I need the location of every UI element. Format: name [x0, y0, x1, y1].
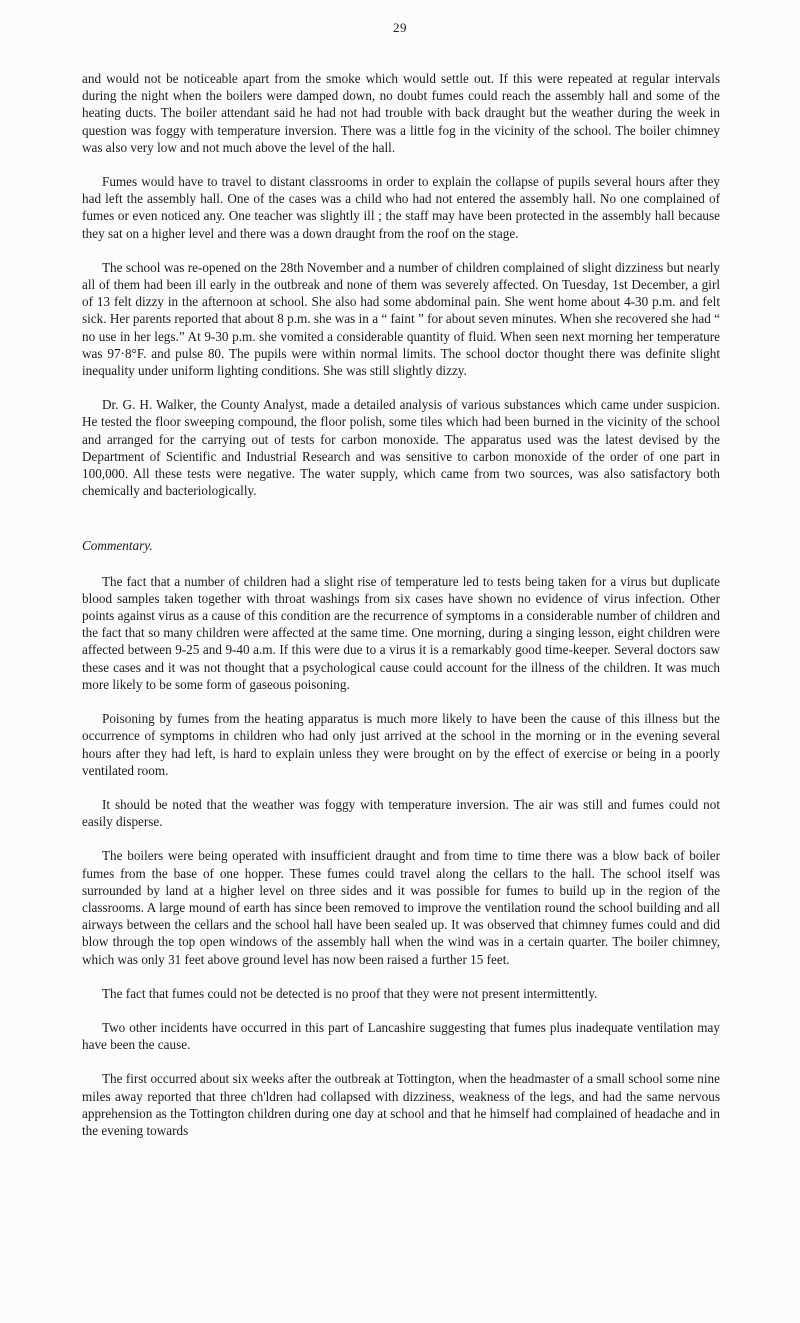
paragraph: The boilers were being operated with insufficient draught and from time to time there was a blow back of boiler fumes from the base of one hopper. These fumes could travel along the cellars to the hall. The school itself was surrounded by land at a higher level on three sides and it was possible for fumes to build up in the region of the classrooms. A large mound of earth has since been removed to improve the ventilation round the school building and all airways between the cellars and the school hall have been sealed up. It was observed that chimney fumes could and did blow through the top open windows of the assembly hall when the wind was in a certain quarter. The boiler chimney, which was only 31 feet above ground level has now been raised a further 15 feet. — [82, 848, 720, 967]
paragraph: The fact that fumes could not be detected is no proof that they were not present intermittently. — [102, 985, 598, 1001]
paragraph: The fact that a number of children had a slight rise of temperature led to tests being taken for a virus but duplicate blood samples taken together with throat washings from six cases have shown no evidence of virus infection. Other points against virus as a cause of this condition are the recurrence of symptoms in a considerable number of children and the fact that so many children were affected at the same time. One morning, during a singing lesson, eight children were affected between 9-25 and 9-40 a.m. If this were due to a virus it is a remarkably good time-keeper. Several doctors saw these cases and it was not thought that a psychological cause could account for the illness of the children. It was much more likely to be some form of gaseous poisoning. — [82, 573, 720, 692]
paragraph: Fumes would have to travel to distant classrooms in order to explain the collapse of pupils several hours after they had left the assembly hall. One of the cases was a child who had not entered the assembly hall. No one complained of fumes or even noticed any. One teacher was slightly ill ; the staff may have been protected in the assembly hall because they sat on a higher level and there was a down draught from the roof on the stage. — [82, 174, 720, 241]
paragraph: and would not be noticeable apart from the smoke which would settle out. If this were repeated at regular intervals during the night when the boilers were damped down, no doubt fumes could reach the assembly hall and some of the heating ducts. The boiler attendant said he had not had trouble with back draught but the weather during the week in question was foggy with temperature inversion. There was a little fog in the vicinity of the school. The boiler chimney was also very low and not much above the level of the hall. — [82, 71, 720, 155]
paragraph: The school was re-opened on the 28th November and a number of children complained of slight dizziness but nearly all of them had been ill early in the outbreak and none of them was severely affected. On Tuesday, 1st December, a girl of 13 felt dizzy in the afternoon at school. She also had some abdominal pain. She went home about 4-30 p.m. and felt sick. Her parents reported that about 8 p.m. she was in a “ faint ” for about seven minutes. When she recovered she had “ no use in her legs.” At 9-30 p.m. she vomited a considerable quantity of fluid. When seen next morning her temperature was 97·8°F. and pulse 80. The pupils were within normal limits. The school doctor thought there was definite slight inequality under uniform lighting conditions. She was still slightly dizzy. — [82, 259, 720, 379]
page-number: 29 — [393, 20, 407, 35]
section-heading: Commentary. — [82, 538, 153, 554]
paragraph: It should be noted that the weather was foggy with temperature inversion. The air was still and fumes could not easily disperse. — [82, 796, 720, 830]
body-text — [82, 70, 720, 1156]
paragraph: Two other incidents have occurred in this part of Lancashire suggesting that fumes plus inadequate ventilation may have been the cause. — [82, 1019, 720, 1053]
paragraph: Dr. G. H. Walker, the County Analyst, made a detailed analysis of various substances which came under suspicion. He tested the floor sweeping compound, the floor polish, some tiles which had been burned in the vicinity of the school and arranged for the carrying out of tests for carbon monoxide. The apparatus used was the latest devised by the Department of Scientific and Industrial Research and was sensitive to carbon monoxide of the order of one part in 100,000. All these tests were negative. The water supply, which came from two sources, was also satisfactory both chemically and bacteriologically. — [82, 397, 720, 499]
paragraph: Poisoning by fumes from the heating apparatus is much more likely to have been the cause of this illness but the occurrence of symptoms in children who had only just arrived at the school in the morning or in the evening several hours after they had left, is hard to explain unless they were brought on by the effect of exercise or being in a poorly ventilated room. — [82, 711, 720, 778]
paragraph: The first occurred about six weeks after the outbreak at Tottington, when the headmaster of a small school some nine miles away reported that three ch'ldren had collapsed with dizziness, weakness of the legs, and had the same nervous apprehension as the Tottington children during one day at school and that he himself had complained of headache and in the evening towards — [82, 1071, 720, 1138]
